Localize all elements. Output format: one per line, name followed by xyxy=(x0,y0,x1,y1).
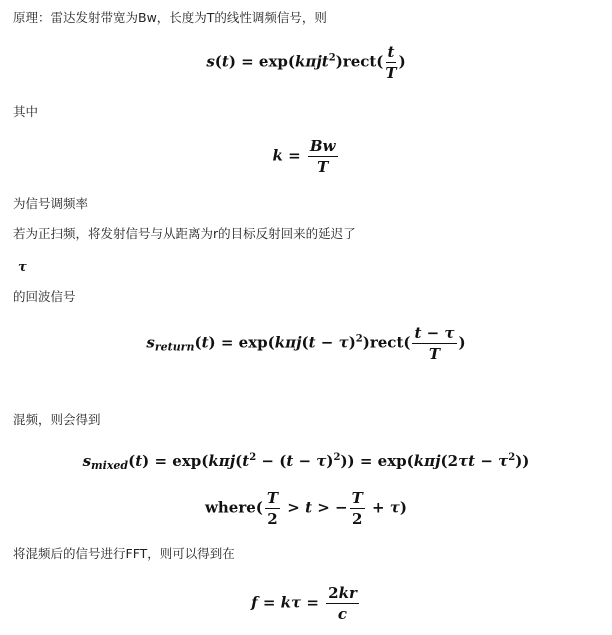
equation-return-signal: $s_{return}(t) = \exp(k\pi j(t$ − $\tau)^2)rect$( $\frac{t - \tau}{T}$ ) xyxy=(146,324,466,363)
chirp-rate-text: 为信号调频率 xyxy=(13,196,89,211)
positive-sweep-text: 若为正扫频，将发射信号与从距离为r的目标反射回来的延迟了 xyxy=(13,226,356,241)
equation-chirp-rate: k = $\frac{Bw}{T}$ xyxy=(272,137,336,176)
intro-text: 原理：雷达发射带宽为Bw，长度为T的线性调频信号，则 xyxy=(13,10,327,25)
echo-text: 的回波信号 xyxy=(13,289,76,304)
fft-text: 将混频后的信号进行FFT，则可以得到在 xyxy=(13,546,235,561)
equation-where-condition: where( $\frac{T}{2}$ > t > − $\frac{T}{2}$ + τ) xyxy=(204,489,407,528)
tau-symbol: τ xyxy=(18,260,27,275)
equation-chirp-signal: s(t) = exp(kπjt$^2$)rect( $\frac{t}{T}$ ) xyxy=(206,43,406,82)
mixing-text: 混频，则会得到 xyxy=(13,412,101,427)
equation-mixed-signal: $s_{mixed}(t) = \exp(k\pi j(t^2 - (t - \tau)^2)) = \exp(k\pi j(2\tau t - \tau^2))$ xyxy=(82,452,530,472)
qizhong-text: 其中 xyxy=(13,104,39,119)
equation-beat-frequency: f = kτ = $\frac{2kr}{c}$ xyxy=(251,584,357,623)
